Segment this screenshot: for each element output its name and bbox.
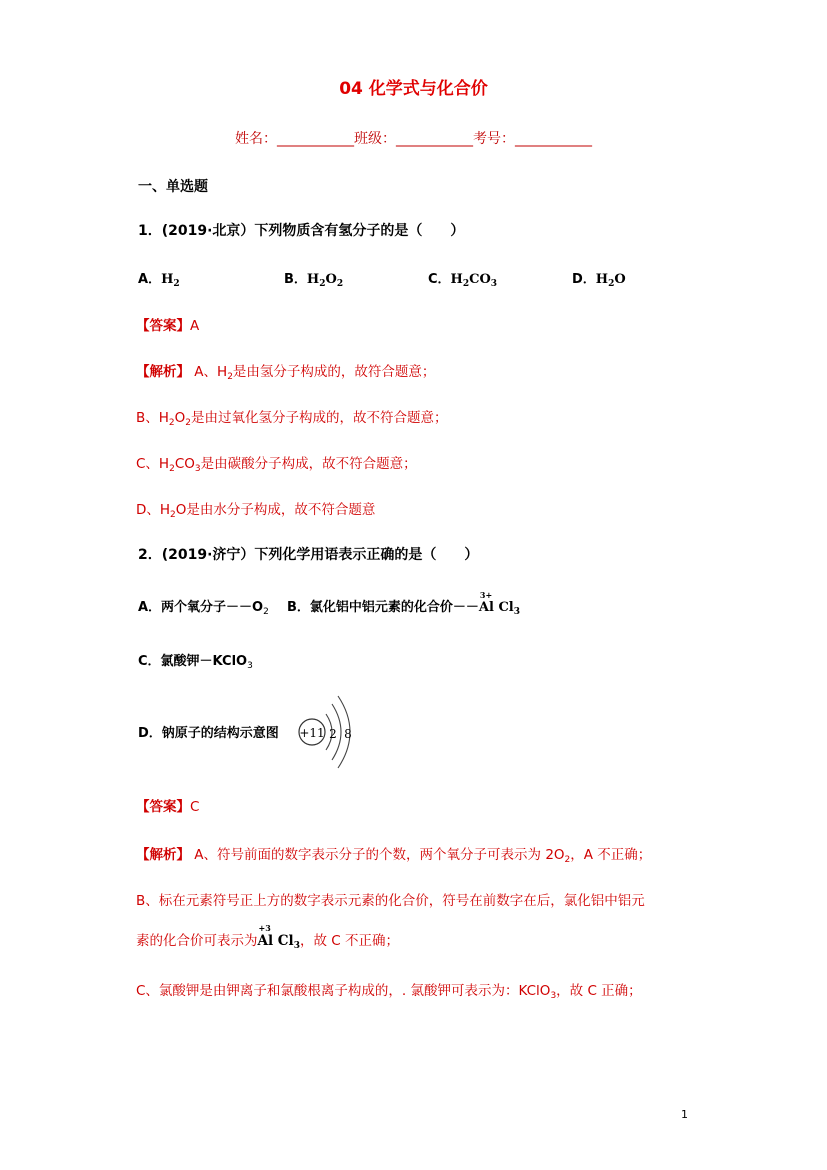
q1-analysis-d: D、$H_2O$是由水分子构成，故不符合题意 [136, 502, 376, 520]
q2-analysis-c: C、氯酸钾是由钾离子和氯酸根离子构成的，. 氯酸钾可表示为：KClO$_3$，故 C 正确； [136, 983, 642, 1001]
q1-analysis-b: B、$H_2O_2$是由过氧化氢分子构成的，故不符合题意； [136, 410, 448, 428]
shell-2-count: 8 [344, 727, 352, 741]
q2-option-d: D．钠原子的结构示意图 [138, 726, 279, 741]
student-info: 姓名：___________班级：___________考号：___________ [235, 131, 592, 147]
q2-analysis-b1: B、标在元素符号正上方的数字表示元素的化合价，符号在前数字在后，氯化铝中铝元 [136, 893, 645, 909]
doc-title: 04 化学式与化合价 [339, 79, 488, 99]
q2-answer: 【答案】C [136, 799, 200, 815]
nucleus-charge: +11 [299, 726, 325, 740]
q2-stem: 2．(2019·济宁）下列化学用语表示正确的是（ ） [138, 547, 479, 563]
q1-option-b: B．$H_2O_2$ [284, 272, 344, 289]
q2-option-ab: A．两个氧分子$--O_2$ B．氯化铝中铝元素的化合价－－ 3+ Al $Cl_3$ [138, 590, 520, 617]
q1-answer: 【答案】A [136, 318, 200, 334]
section-heading: 一、单选题 [138, 179, 208, 195]
q2-analysis-a: 【解析】 A、符号前面的数字表示分子的个数，两个氧分子可表示为 $2O_2$，A 不正确； [136, 847, 652, 865]
shell-1-count: 2 [329, 727, 337, 741]
q1-analysis-a: 【解析】 A、$H_2$是由氢分子构成的，故符合题意； [136, 364, 436, 382]
q1-option-a: A．$H_2$ [138, 272, 180, 289]
q2-option-c: C．氯酸钾－KClO$_3$ [138, 654, 253, 671]
q1-option-c: C．$H_2CO_3$ [428, 272, 498, 289]
q1-stem: 1．(2019·北京）下列物质含有氢分子的是（ ） [138, 223, 465, 239]
sodium-atom-diagram [292, 692, 362, 772]
q2-analysis-b2: 素的化合价可表示为 +3 Al $Cl_3$，故 C 不正确； [136, 923, 399, 951]
q1-analysis-c: C、$H_2CO_3$是由碳酸分子构成，故不符合题意； [136, 456, 417, 474]
q1-option-d: D．$H_2O$ [572, 272, 626, 289]
page-number: 1 [681, 1108, 688, 1121]
